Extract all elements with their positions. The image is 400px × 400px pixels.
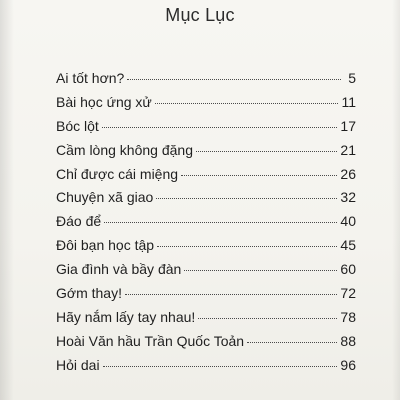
toc-entry-title: Hãy nắm lấy tay nhau! [56, 308, 196, 325]
toc-entry-page: 60 [340, 261, 356, 278]
toc-leader-dots [157, 246, 337, 247]
toc-leader-dots [125, 294, 337, 295]
toc-entry-page: 45 [340, 237, 356, 254]
toc-entry-page: 26 [340, 165, 356, 182]
toc-leader-dots [196, 151, 337, 152]
page-edge-shadow [392, 0, 400, 400]
toc-entry [56, 285, 356, 309]
toc-leader-dots [198, 318, 337, 319]
toc-entry [56, 261, 356, 285]
toc-entry-title: Bóc lột [56, 117, 99, 134]
toc-entry-page: 88 [340, 332, 356, 349]
toc-entry-page: 11 [341, 93, 356, 110]
page-title: Mục Lục [165, 5, 235, 25]
toc-entry-title: Gớm thay! [56, 285, 122, 302]
toc-entry-page: 5 [348, 70, 356, 86]
toc-leader-dots [102, 127, 338, 128]
toc-entry [56, 142, 356, 166]
toc-entry-page: 96 [340, 356, 356, 373]
toc-entry [56, 309, 356, 333]
toc-leader-dots [184, 270, 337, 271]
toc-leader-dots [104, 222, 337, 223]
toc-entry-title: Hoài Văn hầu Trần Quốc Toản [56, 332, 245, 349]
toc-entry [56, 237, 356, 261]
toc-entry-title: Chuyện xã giao [56, 189, 154, 206]
toc-leader-dots [155, 103, 339, 104]
toc-leader-dots [247, 342, 337, 343]
toc-entry-page: 40 [340, 213, 356, 230]
toc-entry-title: Hỏi dai [56, 356, 100, 373]
toc-entry-title: Ai tốt hơn? [56, 70, 125, 86]
toc-entry-title: Gia đình và bầy đàn [56, 261, 182, 278]
toc-leader-dots [156, 198, 337, 199]
toc-entry [56, 70, 356, 94]
toc-leader-dots [127, 79, 341, 80]
toc-entry [56, 333, 356, 357]
toc-entry [56, 189, 356, 213]
toc-entry-page: 17 [340, 117, 356, 134]
toc-entry [56, 357, 356, 381]
toc-entry-title: Chỉ được cái miệng [56, 165, 179, 182]
toc-entry-page: 78 [340, 308, 356, 325]
toc-entry [56, 94, 356, 118]
toc-entry [56, 213, 356, 237]
toc-entry-page: 32 [340, 189, 356, 206]
toc-entry-title: Bài học ứng xử [56, 93, 152, 110]
toc-entry-title: Đôi bạn học tập [56, 237, 155, 254]
page-binding-shadow [0, 0, 14, 400]
toc-entry-title: Đáo để [56, 213, 102, 230]
toc-leader-dots [103, 366, 338, 367]
toc-leader-dots [181, 175, 337, 176]
toc-entry [56, 166, 356, 190]
toc-entry [56, 118, 356, 142]
table-of-contents [56, 70, 356, 381]
toc-entry-page: 72 [340, 285, 356, 302]
toc-entry-page: 21 [340, 141, 356, 158]
toc-entry-title: Cầm lòng không đặng [56, 141, 193, 158]
